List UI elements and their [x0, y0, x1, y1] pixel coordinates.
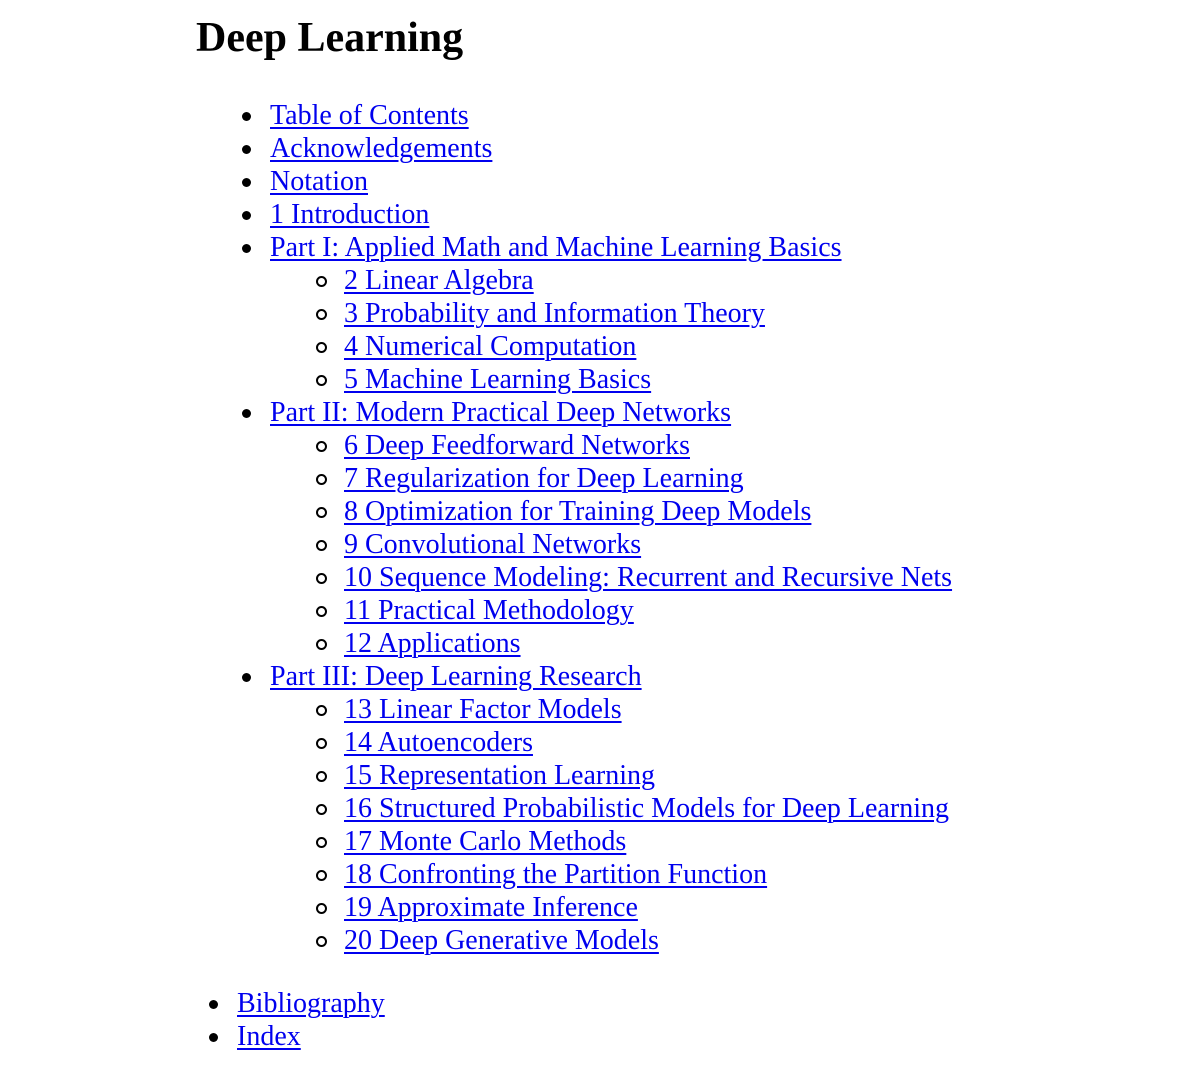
toc-link-chapter-10[interactable]: 10 Sequence Modeling: Recurrent and Recursive Nets [344, 562, 953, 593]
toc-link-chapter-14[interactable]: 14 Autoencoders [344, 727, 533, 758]
bullet-disc-icon [242, 673, 251, 682]
toc-link-part-1[interactable]: Part I: Applied Math and Machine Learning Basics [270, 232, 842, 263]
toc-link-table-of-contents[interactable]: Table of Contents [270, 100, 469, 131]
toc-subitem [344, 627, 952, 660]
toc-subitem [344, 924, 952, 957]
toc-link-chapter-12[interactable]: 12 Applications [344, 628, 521, 659]
toc-link-chapter-18[interactable]: 18 Confronting the Partition Function [344, 859, 768, 890]
bullet-circle-icon [316, 837, 327, 848]
toc-link-chapter-16[interactable]: 16 Structured Probabilistic Models for Deep Learning [344, 793, 949, 824]
bullet-disc-icon [242, 211, 251, 220]
toc-link-index[interactable]: Index [237, 1021, 301, 1052]
bullet-disc-icon [209, 1033, 218, 1042]
toc-sublist-part-2 [270, 429, 952, 660]
toc-link-chapter-11[interactable]: 11 Practical Methodology [344, 595, 634, 626]
bullet-disc-icon [242, 244, 251, 253]
toc-link-chapter-5[interactable]: 5 Machine Learning Basics [344, 364, 652, 395]
toc-subitem [344, 264, 952, 297]
toc-link-chapter-15[interactable]: 15 Representation Learning [344, 760, 656, 791]
toc-tail-list [237, 987, 385, 1053]
toc-item-part-1 [270, 231, 952, 264]
toc-subitem [344, 495, 952, 528]
toc-subitem [344, 726, 952, 759]
toc-link-part-2[interactable]: Part II: Modern Practical Deep Networks [270, 397, 732, 428]
toc-subitem [344, 462, 952, 495]
bullet-circle-icon [316, 309, 327, 320]
bullet-circle-icon [316, 540, 327, 551]
toc-item-bibliography [237, 987, 385, 1020]
toc-subitem [344, 693, 952, 726]
bullet-circle-icon [316, 276, 327, 287]
toc-subitem [344, 759, 952, 792]
toc-link-chapter-9[interactable]: 9 Convolutional Networks [344, 529, 642, 560]
toc-link-chapter-6[interactable]: 6 Deep Feedforward Networks [344, 430, 690, 461]
sub-list [344, 264, 952, 396]
bullet-circle-icon [316, 738, 327, 749]
toc-subitem [344, 561, 952, 594]
toc-item-part-3 [270, 660, 952, 693]
toc-list [270, 99, 952, 957]
toc-link-introduction[interactable]: 1 Introduction [270, 199, 430, 230]
bullet-circle-icon [316, 936, 327, 947]
bullet-circle-icon [316, 573, 327, 584]
toc-link-chapter-2[interactable]: 2 Linear Algebra [344, 265, 534, 296]
bullet-circle-icon [316, 870, 327, 881]
toc-link-part-3[interactable]: Part III: Deep Learning Research [270, 661, 642, 692]
toc-subitem [344, 891, 952, 924]
toc-link-chapter-8[interactable]: 8 Optimization for Training Deep Models [344, 496, 812, 527]
toc-subitem [344, 825, 952, 858]
page-title: Deep Learning [196, 15, 464, 61]
toc-link-chapter-13[interactable]: 13 Linear Factor Models [344, 694, 622, 725]
toc-item-acknowledgements [270, 132, 952, 165]
toc-subitem [344, 330, 952, 363]
toc-item-part-2 [270, 396, 952, 429]
toc-subitem [344, 594, 952, 627]
bullet-circle-icon [316, 903, 327, 914]
sub-list [344, 429, 952, 660]
toc-link-chapter-7[interactable]: 7 Regularization for Deep Learning [344, 463, 744, 494]
toc-sublist-part-1 [270, 264, 952, 396]
toc-item-notation [270, 165, 952, 198]
bullet-disc-icon [209, 1000, 218, 1009]
bullet-circle-icon [316, 639, 327, 650]
toc-link-chapter-20[interactable]: 20 Deep Generative Models [344, 925, 659, 956]
toc-subitem [344, 792, 952, 825]
toc-subitem [344, 297, 952, 330]
toc-subitem [344, 363, 952, 396]
bullet-circle-icon [316, 474, 327, 485]
toc-subitem [344, 528, 952, 561]
sub-list [344, 693, 952, 957]
toc-link-notation[interactable]: Notation [270, 166, 368, 197]
bullet-disc-icon [242, 178, 251, 187]
toc-link-bibliography[interactable]: Bibliography [237, 988, 385, 1019]
toc-subitem [344, 858, 952, 891]
bullet-disc-icon [242, 145, 251, 154]
toc-link-acknowledgements[interactable]: Acknowledgements [270, 133, 493, 164]
bullet-circle-icon [316, 342, 327, 353]
toc-item-index [237, 1020, 385, 1053]
bullet-circle-icon [316, 705, 327, 716]
bullet-circle-icon [316, 804, 327, 815]
toc-link-chapter-4[interactable]: 4 Numerical Computation [344, 331, 637, 362]
toc-link-chapter-3[interactable]: 3 Probability and Information Theory [344, 298, 765, 329]
toc-link-chapter-19[interactable]: 19 Approximate Inference [344, 892, 638, 923]
toc-item-table-of-contents [270, 99, 952, 132]
bullet-circle-icon [316, 375, 327, 386]
toc-item-introduction [270, 198, 952, 231]
bullet-circle-icon [316, 507, 327, 518]
toc-sublist-part-3 [270, 693, 952, 957]
bullet-circle-icon [316, 771, 327, 782]
toc-link-chapter-17[interactable]: 17 Monte Carlo Methods [344, 826, 627, 857]
bullet-disc-icon [242, 112, 251, 121]
bullet-circle-icon [316, 606, 327, 617]
bullet-disc-icon [242, 409, 251, 418]
toc-subitem [344, 429, 952, 462]
bullet-circle-icon [316, 441, 327, 452]
